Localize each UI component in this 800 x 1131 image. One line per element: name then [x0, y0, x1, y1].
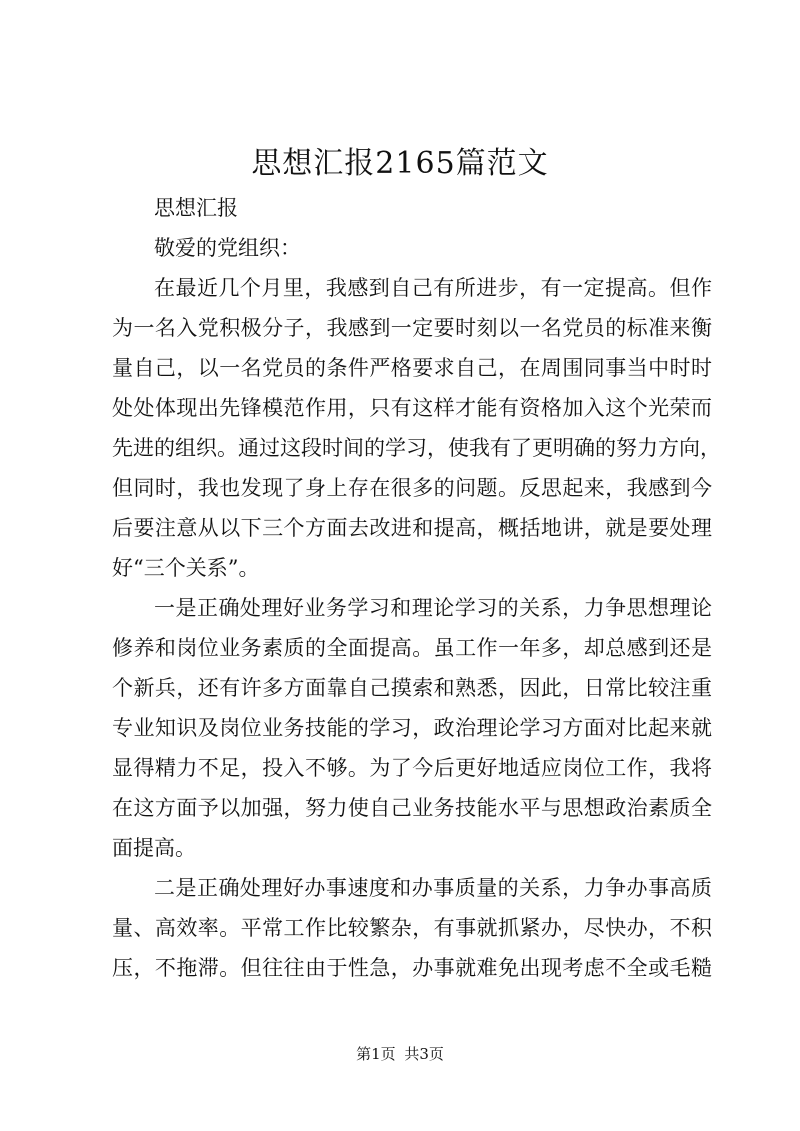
text-line: 为一名入党积极分子，我感到一定要时刻以一名党员的标准来衡 — [112, 316, 712, 340]
page-number: 第1页 — [356, 1045, 396, 1063]
text-line: 个新兵，还有许多方面靠自己摸索和熟悉，因此，日常比较注重 — [112, 676, 712, 700]
text-line: 二是正确处理好办事速度和办事质量的关系，力争办事高质 — [154, 876, 712, 900]
text-line: 量、高效率。平常工作比较繁杂，有事就抓紧办，尽快办，不积 — [112, 916, 712, 940]
text-line: 好“三个关系”。 — [112, 556, 260, 580]
text-line: 但同时，我也发现了身上存在很多的问题。反思起来，我感到今 — [112, 476, 712, 500]
text-line-salutation: 敬爱的党组织： — [154, 236, 301, 260]
text-line: 在这方面予以加强，努力使自己业务技能水平与思想政治素质全 — [112, 796, 712, 820]
text-line: 专业知识及岗位业务技能的学习，政治理论学习方面对比起来就 — [112, 716, 712, 740]
text-line: 量自己，以一名党员的条件严格要求自己，在周围同事当中时时 — [112, 356, 712, 380]
text-line: 后要注意从以下三个方面去改进和提高，概括地讲，就是要处理 — [112, 516, 712, 540]
text-line: 面提高。 — [112, 836, 196, 860]
text-line: 显得精力不足，投入不够。为了今后更好地适应岗位工作，我将 — [112, 756, 712, 780]
text-line: 先进的组织。通过这段时间的学习，使我有了更明确的努力方向， — [112, 436, 721, 460]
text-line: 修养和岗位业务素质的全面提高。虽工作一年多，却总感到还是 — [112, 636, 712, 660]
text-line: 处处体现出先锋模范作用，只有这样才能有资格加入这个光荣而 — [112, 396, 712, 420]
document-title: 思想汇报2165篇范文 — [251, 146, 549, 181]
document-body — [112, 188, 721, 988]
text-line: 在最近几个月里，我感到自己有所进步，有一定提高。但作 — [154, 276, 712, 300]
page-total: 共3页 — [404, 1045, 444, 1063]
text-line: 一是正确处理好业务学习和理论学习的关系，力争思想理论 — [154, 596, 712, 620]
text-line: 压，不拖滞。但往往由于性急，办事就难免出现考虑不全或毛糙 — [112, 956, 712, 980]
text-line-heading: 思想汇报 — [154, 196, 238, 220]
page-footer — [0, 1043, 800, 1065]
